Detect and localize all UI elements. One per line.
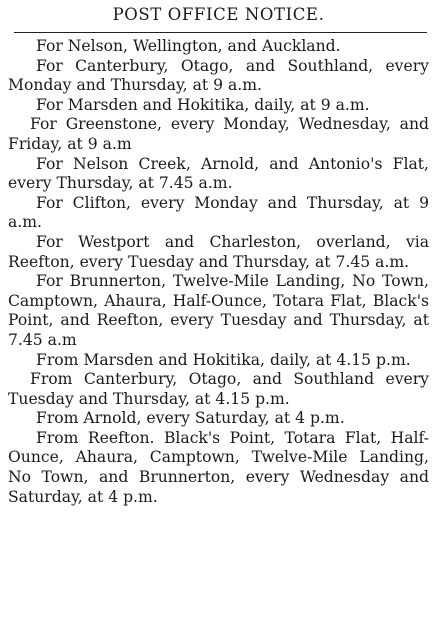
entry-from-canterbury-otago-southland: From Canterbury, Otago, and Southland every Tuesday and Thursday, at 4.15 p.m.	[8, 370, 429, 408]
entry-nelson-creek: For Nelson Creek, Arnold, and Antonio's Flat, every Thursday, at 7.45 a.m.	[8, 154, 429, 193]
entry-from-reefton: From Reefton. Black's Point, Totara Flat, Half-Ounce, Ahaura, Camptown, Twelve-Mile Landing, No Town, and Brunnerton, every Wednesday and Saturday, at 4 p.m.	[8, 428, 429, 506]
entry-clifton: For Clifton, every Monday and Thursday, at 9 a.m.	[8, 193, 429, 232]
entry-from-arnold: From Arnold, every Saturday, at 4 p.m.	[36, 409, 345, 428]
entry-brunnerton-to-reefton: For Brunnerton, Twelve-Mile Landing, No Town, Camptown, Ahaura, Half-Ounce, Totara Flat, Black's Point, and Reefton, every Tuesday and Thursday, at 7.45 a.m	[8, 272, 429, 349]
entry-westport-charleston: For Westport and Charleston, overland, via Reefton, every Tuesday and Thursday, at 7.45 a.m.	[8, 232, 429, 271]
entry-canterbury-otago-southland: For Canterbury, Otago, and Southland, every Monday and Thursday, at 9 a.m.	[8, 56, 429, 95]
entry-from-marsden-hokitika: From Marsden and Hokitika, daily, at 4.15 p.m.	[36, 350, 411, 369]
entry-nelson-wellington-auckland: For Nelson, Wellington, and Auckland.	[36, 37, 341, 55]
entry-marsden-hokitika: For Marsden and Hokitika, daily, at 9 a.m.	[36, 95, 370, 114]
title-rule	[14, 32, 427, 33]
notice-title: POST OFFICE NOTICE.	[112, 5, 325, 24]
entry-greenstone: For Greenstone, every Monday, Wednesday, and Friday, at 9 a.m	[8, 115, 429, 153]
